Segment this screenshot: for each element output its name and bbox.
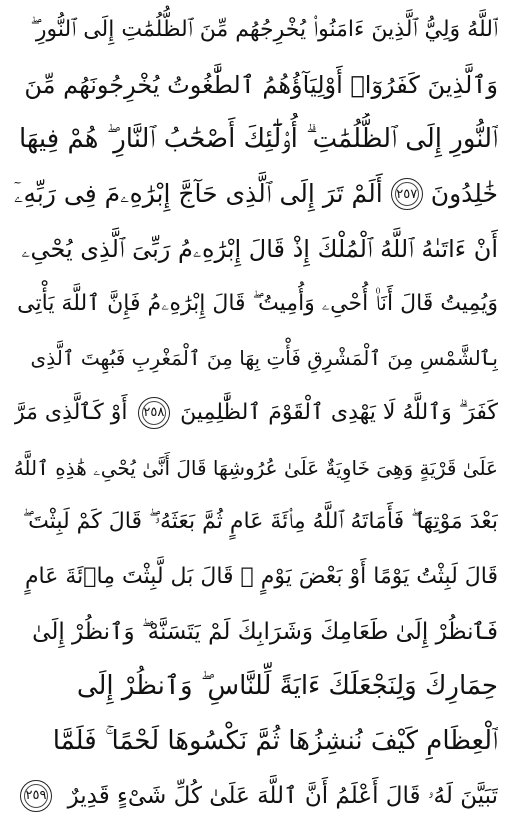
text-line-10 — [14, 496, 498, 548]
line-6-text: وَيُمِيتُ قَالَ أَنَا۠ أُحْىِۦ وَأُمِيتُ ۖ قَالَ إِبْرَٰهِۦمُ فَإِنَّ ٱللَّهَ يَأْتِى — [17, 290, 498, 316]
line-10-text: بَعْدَ مَوْتِهَا ۖ فَأَمَاتَهُ ٱللَّهُ مِا۟ئَةَ عَامٍ ثُمَّ بَعَثَهُۥ ۖ قَالَ كَمْ لَبِثْتَ ۖ — [22, 509, 498, 535]
ayah-number-marker — [391, 178, 423, 210]
text-line-8 — [14, 387, 498, 439]
ayah-number: ٢٥٨ — [143, 405, 165, 421]
ayah-number: ٢٥٩ — [25, 788, 47, 804]
verse-lines — [14, 4, 498, 822]
line-15-text: تَبَيَّنَ لَهُۥ قَالَ أَعْلَمُ أَنَّ ٱللَّهَ عَلَىٰ كُلِّ شَىْءٍ قَدِيرٌ — [67, 782, 498, 809]
line-14-text: ٱلْعِظَامِ كَيْفَ نُنشِزُهَا ثُمَّ نَكْسُوهَا لَحْمًا ۚ فَلَمَّا — [52, 726, 498, 757]
line-13-text: حِمَارِكَ وَلِنَجْعَلَكَ ءَايَةً لِّلنَّاسِ ۖ وَٱنظُرْ إِلَى — [76, 671, 498, 702]
text-line-13 — [14, 660, 498, 712]
line-1-text: ٱللَّهُ وَلِيُّ ٱلَّذِينَ ءَامَنُوا۟ يُخْرِجُهُم مِّنَ ٱلظُّلُمَٰتِ إِلَى ٱلنُّورِ ۖ — [30, 17, 498, 42]
text-line-11 — [14, 551, 498, 603]
ayah-number-marker — [20, 780, 52, 812]
line-7-text: بِٱلشَّمْسِ مِنَ ٱلْمَشْرِقِ فَأْتِ بِهَا مِنَ ٱلْمَغْرِبِ فَبُهِتَ ٱلَّذِى — [30, 346, 498, 371]
line-11-text: قَالَ لَبِثْتُ يَوْمًا أَوْ بَعْضَ يَوْمٍ ۖ قَالَ بَل لَّبِثْتَ مِا۟ئَةَ عَامٍ — [24, 564, 498, 590]
text-line-6 — [14, 278, 498, 330]
text-line-1 — [14, 4, 498, 56]
line-2-text: وَٱلَّذِينَ كَفَرُوٓا۟ أَوْلِيَآؤُهُمُ ٱلطَّٰغُوتُ يُخْرِجُونَهُم مِّنَ — [24, 70, 498, 99]
ayah-number: ٢٥٧ — [396, 186, 418, 202]
line-8-text-a: كَفَرَ ۗ وَٱللَّهُ لَا يَهْدِى ٱلْقَوْمَ ٱلظَّٰلِمِينَ — [180, 399, 498, 425]
text-line-3 — [14, 113, 498, 165]
text-line-5 — [14, 223, 498, 275]
text-line-9 — [14, 442, 498, 494]
text-line-14 — [14, 715, 498, 767]
text-line-7 — [14, 332, 498, 384]
line-3-text: ٱلنُّورِ إِلَى ٱلظُّلُمَٰتِ ۗ أُو۟لَٰٓئِكَ أَصْحَٰبُ ٱلنَّارِ ۖ هُمْ فِيهَا — [19, 124, 498, 155]
text-line-15 — [14, 770, 498, 822]
line-4-text-b: أَلَمْ تَرَ إِلَى ٱلَّذِى حَآجَّ إِبْرَٰهِۦمَ فِى رَبِّهِۦٓ — [14, 179, 383, 209]
line-12-text: فَٱنظُرْ إِلَىٰ طَعَامِكَ وَشَرَابِكَ لَمْ يَتَسَنَّهْ ۖ وَٱنظُرْ إِلَىٰ — [32, 618, 498, 645]
line-4-text-a: خَٰلِدُونَ — [430, 179, 498, 209]
text-line-4 — [14, 168, 498, 220]
text-line-12 — [14, 606, 498, 658]
line-8-text-b: أَوْ كَٱلَّذِى مَرَّ — [14, 399, 128, 425]
line-9-text: عَلَىٰ قَرْيَةٍ وَهِىَ خَاوِيَةٌ عَلَىٰ عُرُوشِهَا قَالَ أَنَّىٰ يُحْىِۦ هَٰذِهِ ٱللَّهُ — [14, 455, 498, 480]
ayah-number-marker — [138, 397, 170, 429]
text-line-2 — [14, 59, 498, 111]
line-5-text: أَنْ ءَاتَىٰهُ ٱللَّهُ ٱلْمُلْكَ إِذْ قَالَ إِبْرَٰهِۦمُ رَبِّىَ ٱلَّذِى يُحْىِۦ — [21, 234, 498, 263]
